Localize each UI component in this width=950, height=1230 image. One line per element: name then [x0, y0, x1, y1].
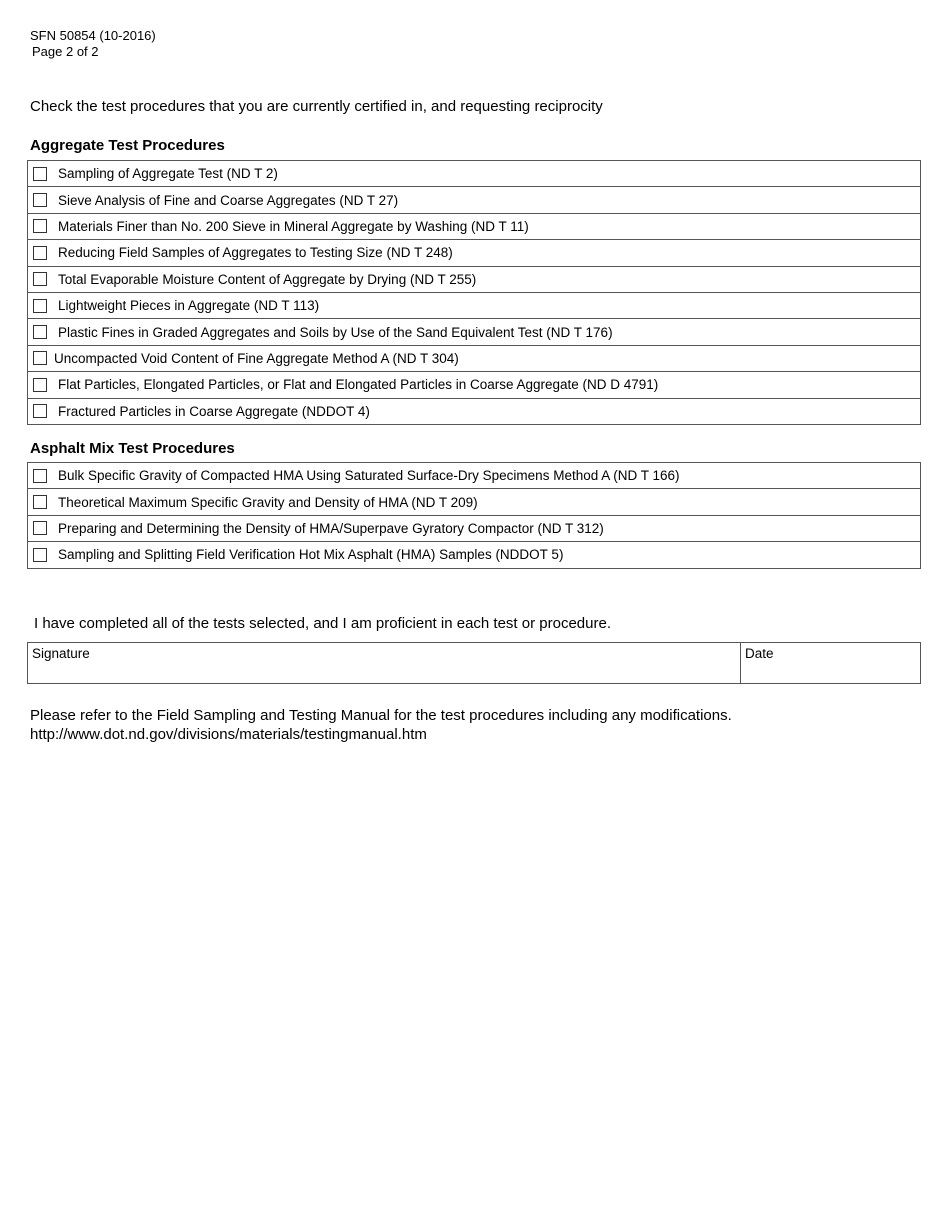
procedure-label: Fractured Particles in Coarse Aggregate (NDDOT 4): [58, 403, 370, 419]
procedure-checkbox[interactable]: [33, 521, 47, 535]
procedure-label: Theoretical Maximum Specific Gravity and Density of HMA (ND T 209): [58, 494, 478, 510]
procedure-checkbox[interactable]: [33, 469, 47, 483]
procedure-label: Lightweight Pieces in Aggregate (ND T 113): [58, 298, 320, 314]
procedure-row: [28, 489, 920, 515]
procedure-checkbox[interactable]: [33, 167, 47, 181]
procedure-checkbox[interactable]: [33, 495, 47, 509]
form-number: SFN 50854 (10-2016): [30, 28, 156, 43]
manual-url[interactable]: http://www.dot.nd.gov/divisions/materials/testingmanual.htm: [30, 726, 427, 743]
signature-label: Signature: [32, 646, 90, 661]
procedure-row: [28, 293, 920, 319]
procedure-row: [28, 542, 920, 568]
aggregate-section-title: Aggregate Test Procedures: [30, 137, 225, 154]
procedure-label: Bulk Specific Gravity of Compacted HMA Using Saturated Surface-Dry Specimens Method A (ND T 166): [58, 468, 680, 484]
procedure-checkbox[interactable]: [33, 193, 47, 207]
procedure-row: [28, 214, 920, 240]
procedure-row: [28, 399, 920, 425]
procedure-row: [28, 372, 920, 398]
procedure-checkbox[interactable]: [33, 272, 47, 286]
procedure-row: [28, 161, 920, 187]
procedure-checkbox[interactable]: [33, 325, 47, 339]
procedure-row: [28, 319, 920, 345]
procedure-row: [28, 187, 920, 213]
procedure-label: Sieve Analysis of Fine and Coarse Aggregates (ND T 27): [58, 192, 399, 208]
form-identifier: [30, 28, 156, 60]
asphalt-section-title: Asphalt Mix Test Procedures: [30, 440, 235, 457]
procedure-label: Plastic Fines in Graded Aggregates and Soils by Use of the Sand Equivalent Test (ND T 176): [58, 324, 613, 340]
procedure-checkbox[interactable]: [33, 548, 47, 562]
aggregate-procedures-table: [27, 160, 921, 425]
page-number: Page 2 of 2: [32, 44, 99, 59]
procedure-label: Total Evaporable Moisture Content of Aggregate by Drying (ND T 255): [58, 271, 477, 287]
procedure-row: [28, 516, 920, 542]
date-field[interactable]: [741, 643, 920, 683]
procedure-label: Sampling and Splitting Field Verification Hot Mix Asphalt (HMA) Samples (NDDOT 5): [58, 547, 564, 563]
footer-note: [30, 706, 732, 744]
manual-reference: Please refer to the Field Sampling and Testing Manual for the test procedures including any modifications.: [30, 707, 732, 724]
signature-table: [27, 642, 921, 684]
procedure-checkbox[interactable]: [33, 404, 47, 418]
procedure-checkbox[interactable]: [33, 219, 47, 233]
procedure-row: [28, 346, 920, 372]
procedure-checkbox[interactable]: [33, 351, 47, 365]
procedure-checkbox[interactable]: [33, 299, 47, 313]
procedure-checkbox[interactable]: [33, 378, 47, 392]
procedure-label: Materials Finer than No. 200 Sieve in Mineral Aggregate by Washing (ND T 11): [58, 218, 529, 234]
instructions: Check the test procedures that you are currently certified in, and requesting reciprocity: [30, 98, 603, 115]
procedure-row: [28, 463, 920, 489]
date-label: Date: [745, 646, 774, 661]
asphalt-procedures-table: [27, 462, 921, 569]
proficiency-statement: I have completed all of the tests selected, and I am proficient in each test or procedure.: [34, 615, 611, 632]
signature-field[interactable]: [28, 643, 741, 683]
procedure-checkbox[interactable]: [33, 246, 47, 260]
procedure-row: [28, 267, 920, 293]
procedure-label: Flat Particles, Elongated Particles, or Flat and Elongated Particles in Coarse Aggregate (ND D 4791): [58, 377, 659, 393]
procedure-label: Uncompacted Void Content of Fine Aggregate Method A (ND T 304): [54, 350, 459, 366]
procedure-label: Preparing and Determining the Density of HMA/Superpave Gyratory Compactor (ND T 312): [58, 520, 604, 536]
procedure-label: Reducing Field Samples of Aggregates to Testing Size (ND T 248): [58, 245, 453, 261]
procedure-label: Sampling of Aggregate Test (ND T 2): [58, 166, 278, 182]
procedure-row: [28, 240, 920, 266]
